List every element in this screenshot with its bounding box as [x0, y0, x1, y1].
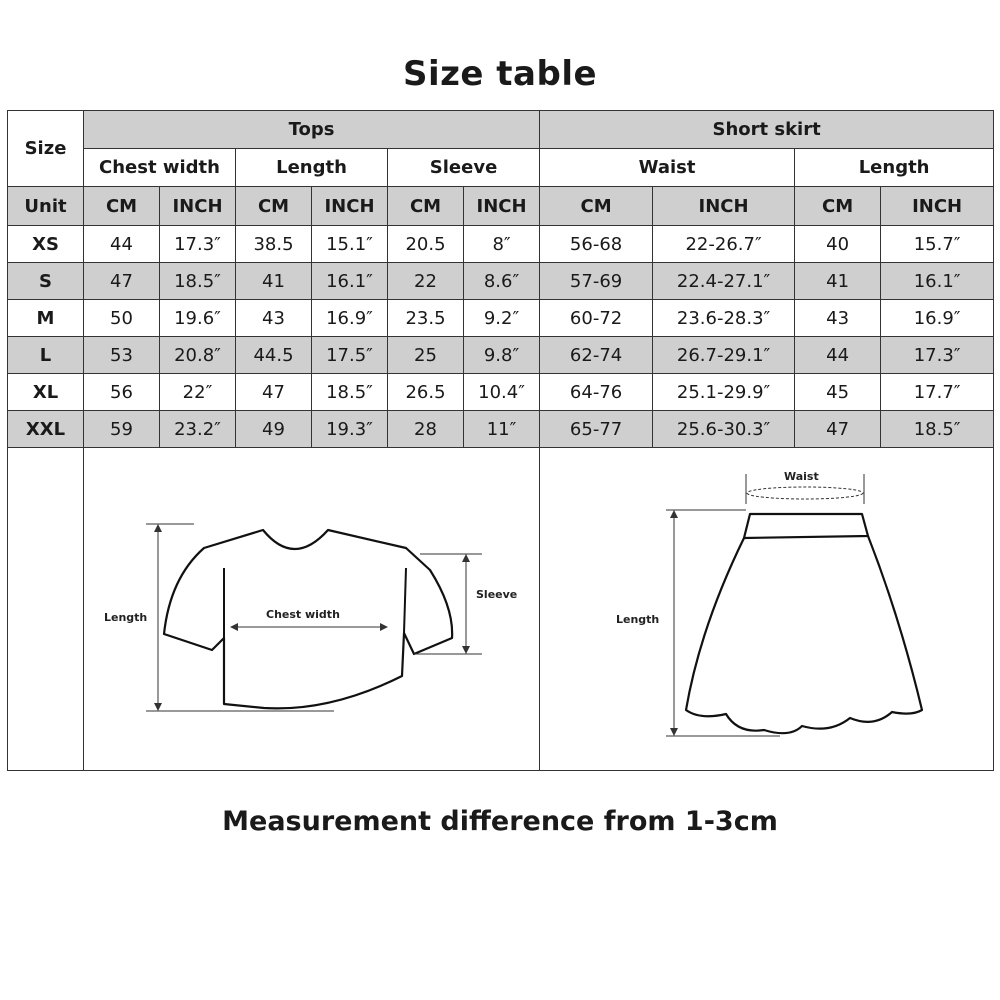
unit-cell: CM — [236, 187, 312, 226]
chest-width-label: Chest width — [266, 608, 340, 621]
unit-cell: INCH — [464, 187, 540, 226]
skirt-outline — [686, 536, 922, 733]
table-row — [8, 226, 994, 263]
table-cell: 23.6-28.3″ — [653, 300, 795, 337]
table-cell: 9.2″ — [464, 300, 540, 337]
unit-cell: INCH — [653, 187, 795, 226]
table-cell: 64-76 — [540, 374, 653, 411]
unit-cell: CM — [84, 187, 160, 226]
table-cell: 15.1″ — [312, 226, 388, 263]
table-row — [8, 374, 994, 411]
table-cell: 43 — [795, 300, 881, 337]
crop-top-diagram — [84, 448, 540, 770]
table-cell: 20.5 — [388, 226, 464, 263]
unit-cell: INCH — [312, 187, 388, 226]
table-cell: 65-77 — [540, 411, 653, 448]
table-cell: 19.6″ — [160, 300, 236, 337]
table-cell: 18.5″ — [881, 411, 994, 448]
table-cell: 16.9″ — [312, 300, 388, 337]
table-cell: 47 — [236, 374, 312, 411]
table-row — [8, 411, 994, 448]
table-cell: 22.4-27.1″ — [653, 263, 795, 300]
group-tops: Tops — [84, 111, 540, 149]
table-cell: 19.3″ — [312, 411, 388, 448]
subheader-tops-length: Length — [236, 149, 388, 187]
top-diagram-cell — [84, 448, 540, 771]
table-cell: 18.5″ — [312, 374, 388, 411]
group-header-row — [8, 111, 994, 149]
table-cell: 60-72 — [540, 300, 653, 337]
table-cell: 15.7″ — [881, 226, 994, 263]
table-cell: 22 — [388, 263, 464, 300]
unit-cell: CM — [388, 187, 464, 226]
table-cell: 9.8″ — [464, 337, 540, 374]
table-cell: 53 — [84, 337, 160, 374]
table-cell: 44 — [84, 226, 160, 263]
table-cell: 8.6″ — [464, 263, 540, 300]
skirt-length-label: Length — [616, 613, 660, 626]
size-label: XS — [8, 226, 84, 263]
table-cell: 26.5 — [388, 374, 464, 411]
subheader-waist: Waist — [540, 149, 795, 187]
table-cell: 56 — [84, 374, 160, 411]
table-cell: 17.5″ — [312, 337, 388, 374]
group-short-skirt: Short skirt — [540, 111, 994, 149]
unit-cell: INCH — [881, 187, 994, 226]
sleeve-label: Sleeve — [476, 588, 518, 601]
table-cell: 16.9″ — [881, 300, 994, 337]
skirt-diagram-cell — [540, 448, 994, 771]
table-cell: 16.1″ — [881, 263, 994, 300]
size-table — [7, 110, 994, 771]
waist-label: Waist — [784, 470, 819, 483]
size-label: XL — [8, 374, 84, 411]
table-cell: 16.1″ — [312, 263, 388, 300]
table-cell: 47 — [84, 263, 160, 300]
table-cell: 17.3″ — [160, 226, 236, 263]
diagram-row — [8, 448, 994, 771]
table-cell: 44.5 — [236, 337, 312, 374]
unit-row — [8, 187, 994, 226]
table-cell: 41 — [795, 263, 881, 300]
table-cell: 50 — [84, 300, 160, 337]
table-cell: 45 — [795, 374, 881, 411]
table-cell: 20.8″ — [160, 337, 236, 374]
table-cell: 43 — [236, 300, 312, 337]
table-row — [8, 337, 994, 374]
table-row — [8, 300, 994, 337]
table-cell: 18.5″ — [160, 263, 236, 300]
unit-header: Unit — [8, 187, 84, 226]
subheader-skirt-length: Length — [795, 149, 994, 187]
table-cell: 41 — [236, 263, 312, 300]
skirt-length-dimension — [666, 510, 780, 736]
table-cell: 25.1-29.9″ — [653, 374, 795, 411]
table-cell: 59 — [84, 411, 160, 448]
top-length-label: Length — [104, 611, 148, 624]
table-cell: 25 — [388, 337, 464, 374]
skirt-waistband — [744, 514, 868, 538]
table-cell: 40 — [795, 226, 881, 263]
table-cell: 62-74 — [540, 337, 653, 374]
table-cell: 49 — [236, 411, 312, 448]
diagram-blank-cell — [8, 448, 84, 771]
table-cell: 47 — [795, 411, 881, 448]
subheader-chest-width: Chest width — [84, 149, 236, 187]
skirt-diagram — [540, 448, 994, 770]
table-cell: 28 — [388, 411, 464, 448]
table-row — [8, 263, 994, 300]
table-cell: 44 — [795, 337, 881, 374]
table-cell: 17.7″ — [881, 374, 994, 411]
subheader-row — [8, 149, 994, 187]
table-cell: 25.6-30.3″ — [653, 411, 795, 448]
table-cell: 23.5 — [388, 300, 464, 337]
table-cell: 26.7-29.1″ — [653, 337, 795, 374]
table-cell: 17.3″ — [881, 337, 994, 374]
table-cell: 23.2″ — [160, 411, 236, 448]
size-label: XXL — [8, 411, 84, 448]
page-title: Size table — [402, 54, 598, 94]
table-cell: 10.4″ — [464, 374, 540, 411]
size-label: M — [8, 300, 84, 337]
table-cell: 11″ — [464, 411, 540, 448]
table-cell: 8″ — [464, 226, 540, 263]
table-cell: 56-68 — [540, 226, 653, 263]
size-label: L — [8, 337, 84, 374]
subheader-sleeve: Sleeve — [388, 149, 540, 187]
table-cell: 57-69 — [540, 263, 653, 300]
chest-width-dimension — [230, 623, 388, 631]
table-cell: 22-26.7″ — [653, 226, 795, 263]
unit-cell: INCH — [160, 187, 236, 226]
table-cell: 38.5 — [236, 226, 312, 263]
unit-cell: CM — [540, 187, 653, 226]
size-label: S — [8, 263, 84, 300]
table-cell: 22″ — [160, 374, 236, 411]
measurement-note: Measurement difference from 1-3cm — [222, 806, 778, 837]
size-header: Size — [8, 111, 84, 187]
unit-cell: CM — [795, 187, 881, 226]
